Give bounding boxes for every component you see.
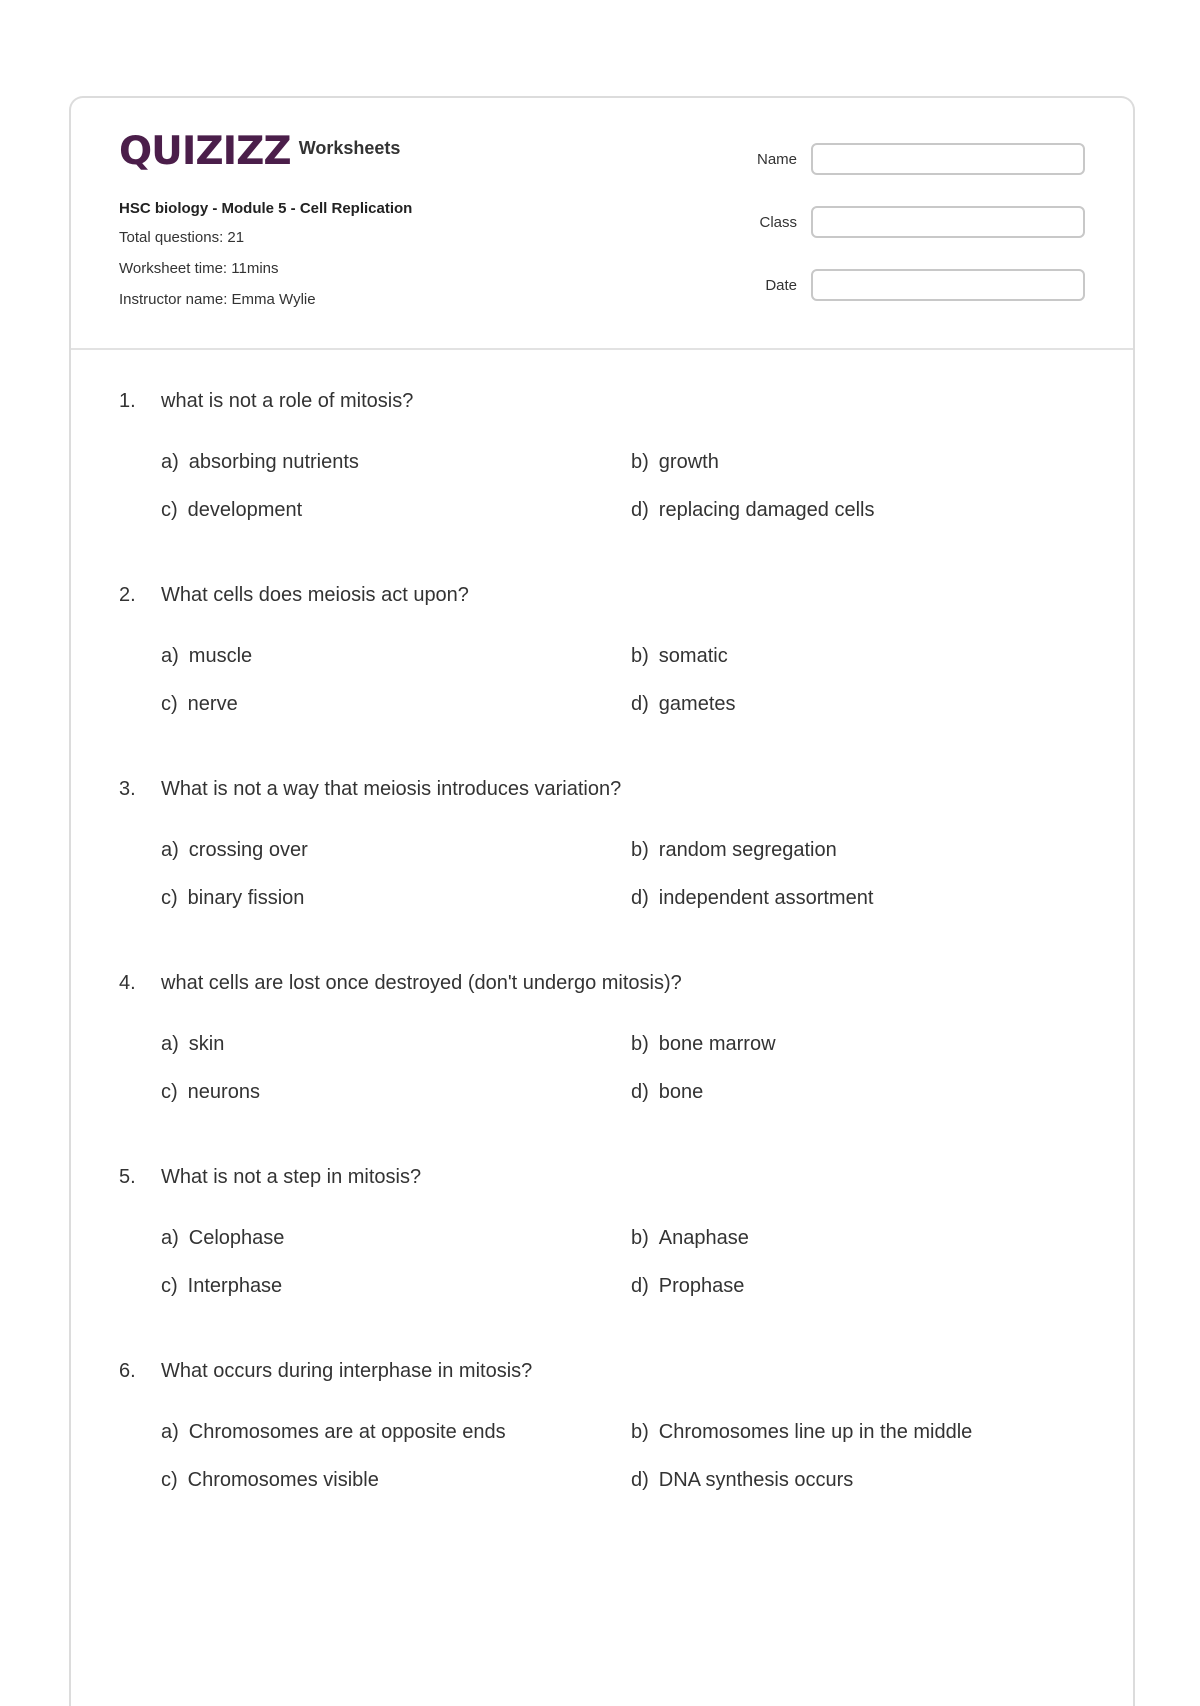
date-field[interactable] [811, 269, 1085, 301]
option-d [631, 1469, 853, 1492]
option-b [631, 839, 837, 862]
option-text: neurons [187, 1081, 260, 1103]
option-letter: a) [161, 451, 179, 473]
option-letter: a) [161, 645, 179, 667]
date-label: Date [765, 276, 797, 294]
worksheet-title: HSC biology - Module 5 - Cell Replication [119, 200, 413, 217]
option-text: bone marrow [658, 1033, 776, 1055]
instructor-name: Instructor name: Emma Wylie [119, 291, 316, 308]
option-letter: d) [631, 1469, 649, 1491]
option-letter: c) [161, 499, 178, 521]
option-letter: b) [631, 1421, 649, 1443]
option-text: Interphase [187, 1275, 283, 1297]
option-letter: b) [631, 1033, 649, 1055]
option-d [631, 499, 874, 522]
question-text: what is not a role of mitosis? [161, 390, 414, 412]
option-b [631, 1421, 972, 1444]
option-letter: c) [161, 1469, 178, 1491]
option-c [161, 1275, 282, 1298]
name-field-row [727, 143, 1085, 175]
total-questions: Total questions: 21 [119, 229, 245, 246]
option-text: DNA synthesis occurs [658, 1469, 854, 1491]
option-letter: d) [631, 499, 649, 521]
option-a [161, 839, 308, 862]
option-text: bone [658, 1081, 704, 1103]
option-text: Chromosomes are at opposite ends [188, 1421, 506, 1443]
question-text: What cells does meiosis act upon? [161, 584, 469, 606]
question-number: 1. [119, 390, 136, 412]
option-text: absorbing nutrients [188, 451, 359, 473]
question-number: 4. [119, 972, 136, 994]
worksheet-card [69, 96, 1135, 1706]
question-2 [71, 584, 1133, 774]
question-text: what cells are lost once destroyed (don't undergo mitosis)? [161, 972, 682, 994]
option-letter: b) [631, 645, 649, 667]
question-text: What occurs during interphase in mitosis? [161, 1360, 533, 1382]
option-a [161, 1421, 506, 1444]
option-letter: c) [161, 1081, 178, 1103]
name-field[interactable] [811, 143, 1085, 175]
option-letter: d) [631, 1275, 649, 1297]
quizizz-logo: QUIZIZZ [119, 129, 291, 174]
option-b [631, 645, 728, 668]
option-letter: a) [161, 1421, 179, 1443]
option-text: binary fission [187, 887, 305, 909]
option-letter: c) [161, 887, 178, 909]
option-text: independent assortment [658, 887, 874, 909]
option-text: somatic [658, 645, 728, 667]
option-c [161, 1081, 260, 1104]
option-text: skin [188, 1033, 225, 1055]
option-a [161, 1227, 284, 1250]
class-field[interactable] [811, 206, 1085, 238]
option-text: Celophase [188, 1227, 285, 1249]
option-b [631, 1227, 749, 1250]
option-text: crossing over [188, 839, 308, 861]
option-letter: a) [161, 839, 179, 861]
option-d [631, 693, 736, 716]
brand [119, 129, 401, 174]
question-number: 5. [119, 1166, 136, 1188]
option-a [161, 451, 359, 474]
option-text: gametes [658, 693, 736, 715]
option-letter: a) [161, 1227, 179, 1249]
option-b [631, 451, 719, 474]
question-4 [71, 972, 1133, 1162]
question-number: 2. [119, 584, 136, 606]
option-a [161, 1033, 224, 1056]
option-text: muscle [188, 645, 253, 667]
option-d [631, 1275, 744, 1298]
question-6 [71, 1360, 1133, 1550]
worksheet-time: Worksheet time: 11mins [119, 260, 279, 277]
date-field-row [727, 269, 1085, 301]
option-letter: c) [161, 1275, 178, 1297]
worksheet-header [71, 98, 1133, 350]
option-text: random segregation [658, 839, 837, 861]
option-c [161, 499, 302, 522]
option-letter: a) [161, 1033, 179, 1055]
option-d [631, 1081, 703, 1104]
question-text: What is not a way that meiosis introduces variation? [161, 778, 622, 800]
option-text: nerve [187, 693, 238, 715]
name-label: Name [756, 150, 797, 168]
option-letter: d) [631, 887, 649, 909]
question-1 [71, 390, 1133, 580]
option-a [161, 645, 252, 668]
question-5 [71, 1166, 1133, 1356]
option-text: development [187, 499, 303, 521]
option-c [161, 1469, 379, 1492]
question-number: 6. [119, 1360, 136, 1382]
option-letter: d) [631, 1081, 649, 1103]
option-d [631, 887, 873, 910]
option-text: Prophase [658, 1275, 745, 1297]
option-text: growth [658, 451, 719, 473]
option-c [161, 887, 304, 910]
option-letter: b) [631, 839, 649, 861]
option-letter: b) [631, 451, 649, 473]
question-number: 3. [119, 778, 136, 800]
option-letter: d) [631, 693, 649, 715]
option-text: Anaphase [658, 1227, 749, 1249]
option-letter: b) [631, 1227, 649, 1249]
option-text: Chromosomes line up in the middle [658, 1421, 973, 1443]
option-b [631, 1033, 776, 1056]
class-label: Class [759, 213, 797, 231]
option-text: Chromosomes visible [187, 1469, 379, 1491]
class-field-row [727, 206, 1085, 238]
option-letter: c) [161, 693, 178, 715]
option-c [161, 693, 238, 716]
question-3 [71, 778, 1133, 968]
question-text: What is not a step in mitosis? [161, 1166, 422, 1188]
option-text: replacing damaged cells [658, 499, 875, 521]
brand-subtitle: Worksheets [298, 138, 401, 158]
